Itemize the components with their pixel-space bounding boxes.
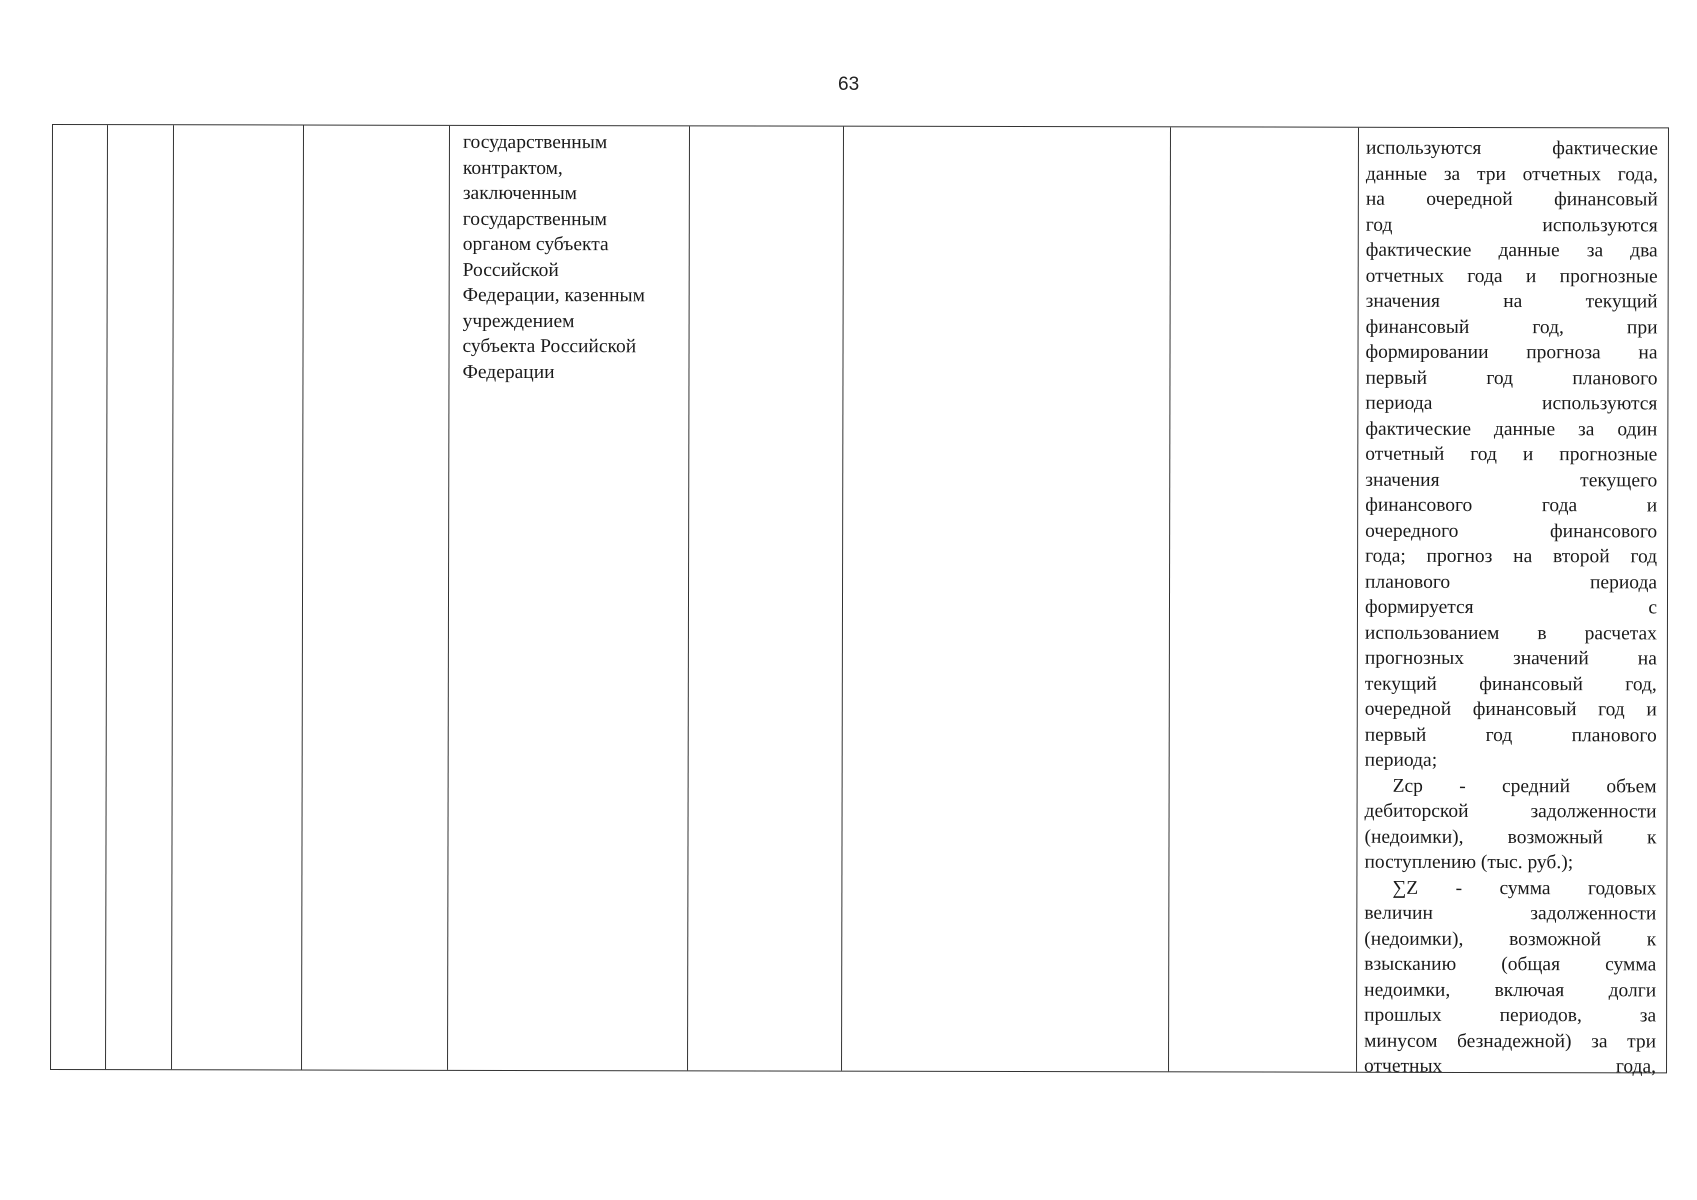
cell-line: контрактом, (462, 157, 563, 179)
cell-line: планового периода (1365, 571, 1658, 593)
cell-line: фактические данные за два (1365, 239, 1658, 262)
cell-line: первый год планового (1364, 724, 1657, 746)
cell-line: (недоимки), возможной к (1364, 928, 1657, 950)
page-number: 63 (838, 74, 860, 95)
cell-line: Федерации (462, 361, 555, 383)
cell-line: отчетный год и прогнозные (1365, 443, 1658, 466)
cell-line: периода; (1364, 749, 1438, 771)
column-divider-6 (841, 127, 844, 1071)
cell-line: финансовый год, при (1365, 316, 1658, 338)
cell-line: использованием в расчетах (1364, 622, 1657, 644)
cell-line: очередной финансовый год и (1364, 698, 1657, 721)
cell-line: отчетных года и прогнозные (1365, 265, 1658, 287)
cell-line: Zср - средний объем (1392, 775, 1657, 797)
cell-line: первый год планового (1365, 367, 1658, 389)
cell-line: Российской (462, 259, 559, 281)
cell-line: используются фактические (1365, 137, 1658, 160)
cell-line: текущий финансовый год, (1364, 673, 1657, 695)
cell-line: взысканию (общая сумма (1364, 953, 1657, 976)
cell-line: недоимки, включая долги (1364, 979, 1657, 1001)
cell-line: (недоимки), возможный к (1364, 826, 1657, 848)
cell-line: прогнозных значений на (1364, 647, 1657, 670)
column-divider-2 (171, 125, 174, 1069)
document-table (50, 124, 1669, 1078)
column-divider-7 (1168, 127, 1171, 1071)
cell-line: поступлению (тыс. руб.); (1364, 851, 1574, 874)
cell-line: учреждением (462, 310, 575, 332)
cell-line: Федерации, казенным (462, 284, 646, 307)
column-divider-1 (105, 125, 108, 1069)
cell-line: минусом безнадежной) за три (1364, 1030, 1657, 1052)
column-divider-3 (301, 126, 304, 1070)
cell-line: субъекта Российской (462, 335, 637, 358)
cell-line: формировании прогноза на (1365, 341, 1658, 364)
cell-line: на очередной финансовый (1365, 188, 1658, 211)
cell-line: данные за три отчетных года, (1365, 163, 1658, 185)
cell-line: заключенным (462, 182, 578, 205)
cell-column-9 (1364, 136, 1658, 1080)
column-divider-5 (687, 126, 690, 1070)
cell-line: ∑Z - сумма годовых (1392, 877, 1657, 899)
cell-line: прошлых периодов, за (1364, 1004, 1657, 1027)
cell-line: фактические данные за один (1365, 418, 1658, 440)
column-divider-4 (447, 126, 450, 1070)
column-divider-8 (1356, 128, 1359, 1072)
cell-line: формируется с (1364, 596, 1658, 619)
cell-line: значения на текущий (1365, 290, 1658, 313)
cell-line: отчетных года, (1364, 1055, 1657, 1078)
cell-line: год используются (1365, 214, 1658, 236)
cell-line: года; прогноз на второй год (1365, 545, 1658, 568)
cell-line: значения текущего (1365, 469, 1658, 491)
cell-column-5 (462, 130, 683, 385)
cell-line: периода используются (1365, 392, 1658, 415)
cell-line: государственным (462, 208, 608, 230)
cell-line: очередного финансового (1365, 520, 1658, 542)
cell-line: органом субъекта (462, 233, 609, 256)
cell-line: финансового года и (1365, 494, 1658, 517)
cell-line: величин задолженности (1364, 902, 1657, 925)
cell-line: государственным (462, 131, 608, 154)
cell-line: дебиторской задолженности (1364, 800, 1657, 823)
